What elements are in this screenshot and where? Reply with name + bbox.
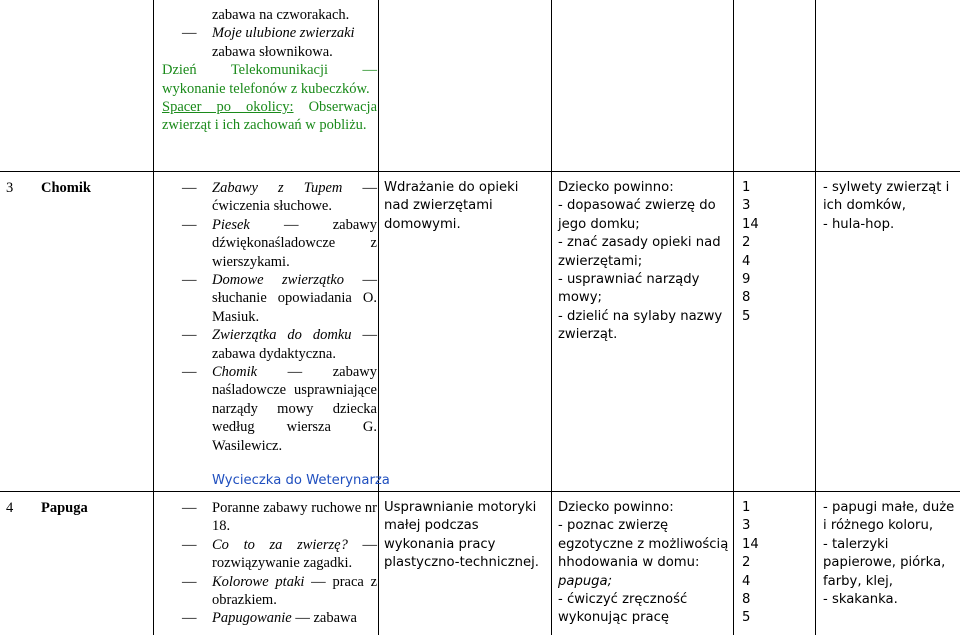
activity-description: zabawa słownikowa.: [212, 43, 333, 60]
activity-title: Co to za zwierzę?: [212, 536, 348, 553]
row-divider-top-row3: [0, 171, 960, 172]
col-divider-1: [153, 0, 154, 635]
activity-title: Domowe zwierzątko: [212, 272, 345, 289]
activity-item: — Domowe zwierzątko — słuchanie opowiadania O. Masiuk.: [182, 272, 377, 325]
dash-bullet: —: [182, 272, 197, 289]
dash-bullet: —: [182, 364, 197, 381]
area-number: 9: [742, 272, 751, 288]
activity-description: słuchanie opowiadania O. Masiuk.: [212, 290, 377, 325]
activity-description: nr 18.: [212, 500, 378, 535]
activity-item: — Papugowanie — zabawa: [182, 610, 357, 627]
topic-title: Chomik: [41, 180, 91, 196]
activity-item: [162, 98, 377, 135]
activity-item: — Chomik — zabawy naśladowcze usprawniające narządy mowy dziecka według wiersza G. Wasilewicz.: [182, 364, 377, 454]
outcome-intro: Dziecko powinno:: [558, 500, 674, 515]
activity-item: — Kolorowe ptaki — praca z obrazkiem.: [182, 573, 378, 609]
activity-title: Piesek: [212, 216, 250, 233]
activity-title: Kolorowe ptaki: [212, 573, 305, 590]
area-number: 5: [742, 610, 751, 626]
activity-description: Obserwacja zwierząt i ich zachowań w pobliżu.: [162, 99, 377, 134]
dash-bullet: —: [182, 536, 197, 553]
col-divider-3: [551, 0, 552, 635]
area-number: 14: [742, 216, 759, 232]
materials-cell: [823, 179, 958, 234]
activities-cell: [162, 499, 377, 628]
activity-title: Chomik: [212, 364, 258, 381]
activity-description: rozwiązywanie zagadki.: [212, 555, 353, 572]
activity-title: Papugowanie: [212, 610, 292, 627]
area-number: 1: [742, 180, 751, 195]
area-number: 8: [742, 592, 751, 608]
outcome-example: papuga;: [558, 573, 613, 589]
activity-description: zabawa dydaktyczna.: [212, 345, 336, 362]
material-item: - sylwety zwierząt i ich domków,: [823, 180, 950, 214]
material-item: - skakanka.: [823, 592, 898, 608]
material-item: - talerzyki papierowe, piórka, farby, klej,: [823, 536, 946, 589]
activity-description: zabawa: [313, 610, 357, 627]
outcome-item: - dzielić na sylaby nazwy zwierząt.: [558, 308, 723, 343]
area-number: 4: [742, 573, 751, 589]
activity-item: — Piesek — zabawy dźwiękonaśladowcze z wierszykami.: [182, 216, 377, 270]
area-number: 2: [742, 555, 751, 571]
activity-item: — Zabawy z Tupem — ćwiczenia słuchowe.: [182, 180, 377, 215]
activity-title: Zabawy z Tupem: [212, 180, 343, 196]
activity-item: Dzień Telekomunikacji — wykonanie telefonów z kubeczków.: [162, 62, 377, 97]
activity-title: Moje ulubione zwierzaki: [212, 25, 355, 42]
dash-bullet: —: [182, 216, 197, 233]
areas-cell: [742, 179, 759, 326]
area-number: 14: [742, 536, 759, 552]
row-number: 3: [6, 180, 14, 196]
outcomes-cell: [558, 499, 730, 628]
outcome-item: - ćwiczyć zręczność wykonując pracę: [558, 592, 688, 626]
activity-description: ćwiczenia słuchowe.: [212, 198, 332, 215]
topic-title: Papuga: [41, 500, 88, 516]
dash-bullet: —: [182, 500, 197, 516]
activity-item: — Co to za zwierzę? — rozwiązywanie zagadki.: [182, 536, 378, 572]
dash-bullet: —: [182, 573, 197, 590]
activity-description: zabawy naśladowcze usprawniające narządy mowy dziecka według wiersza G. Wasilewicz.: [212, 364, 377, 454]
activity-title: Dzień Telekomunikacji: [162, 62, 329, 79]
row-number: 4: [6, 500, 14, 516]
activity-item: — Zwierzątka do domku — zabawa dydaktyczna.: [182, 327, 378, 362]
activity-title: Poranne zabawy ruchowe: [212, 500, 362, 516]
dash-bullet: —: [182, 610, 197, 627]
material-item: - hula-hop.: [823, 216, 895, 232]
materials-cell: [823, 499, 958, 609]
area-number: 8: [742, 290, 751, 306]
outcome-item: - znać zasady opieki nad zwierzętami;: [558, 235, 721, 269]
dash-bullet: —: [182, 327, 197, 344]
area-number: 3: [742, 518, 751, 534]
activity-title: Spacer po okolicy:: [162, 99, 294, 116]
col-divider-4: [733, 0, 734, 635]
top-activities-cell: [162, 6, 377, 135]
activity-description: wykonanie telefonów z kubeczków.: [162, 80, 370, 97]
activities-cell: [162, 179, 377, 455]
activity-description: praca z obrazkiem.: [212, 573, 378, 609]
area-number: 2: [742, 235, 751, 251]
areas-cell: [742, 499, 759, 628]
goal-cell: Wdrażanie do opieki nad zwierzętami domowymi.: [384, 180, 519, 232]
activity-description: zabawy dźwiękonaśladowcze z wierszykami.: [212, 216, 377, 270]
activity-title: Zwierzątka do domku: [212, 327, 352, 344]
dash-bullet: —: [182, 180, 197, 196]
row-divider-top-row4: [0, 491, 960, 492]
trip-note: Wycieczka do Weterynarza: [212, 473, 390, 488]
goal-cell: Usprawnianie motoryki małej podczas wykonania pracy plastyczno-technicznej.: [384, 500, 539, 571]
area-number: 1: [742, 500, 751, 515]
col-divider-5: [815, 0, 816, 635]
activity-item: [162, 499, 377, 536]
outcome-intro: Dziecko powinno:: [558, 180, 674, 195]
material-item: - papugi małe, duże i różnego koloru,: [823, 500, 955, 534]
dash-bullet: —: [182, 25, 197, 42]
outcome-item: - poznac zwierzę egzotyczne z możliwością hhodowania w domu:: [558, 518, 729, 571]
area-number: 3: [742, 198, 751, 214]
continuation-text: zabawa na czworakach.: [212, 7, 350, 23]
area-number: 4: [742, 253, 751, 269]
area-number: 5: [742, 308, 751, 324]
outcome-item: - dopasować zwierzę do jego domku;: [558, 198, 716, 232]
col-divider-2: [378, 0, 379, 635]
outcomes-cell: [558, 179, 728, 345]
activity-item: [162, 24, 377, 61]
outcome-item: - usprawniać narządy mowy;: [558, 272, 700, 306]
